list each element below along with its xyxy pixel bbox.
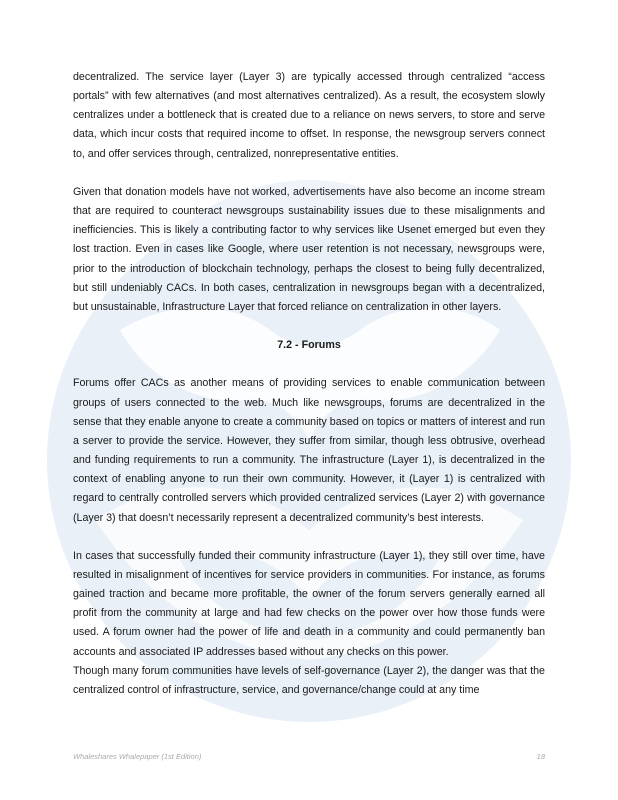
- section-heading: 7.2 - Forums: [277, 339, 341, 352]
- body-content: [73, 68, 545, 700]
- paragraph-5: Though many forum communities have levels of self-governance (Layer 2), the danger was that the centralized control of infrastructure, service, and governance/change could at any time: [73, 664, 545, 696]
- paragraph-1: decentralized. The service layer (Layer 3) are typically accessed through centralized “access portals” with few alternatives (and most alternatives centralized). As a result, the ecosystem slowly centralizes under a bottleneck that is created due to a reliance on news servers, to store and serve data, which incur costs that required income to offset. In response, the newsgroup servers connect to, and offer services through, centralized, nonrepresentative entities.: [73, 71, 545, 160]
- page-footer: [73, 752, 545, 761]
- paragraph-3: Forums offer CACs as another means of providing services to enable communication between groups of users connected to the web. Much like newsgroups, forums are decentralized in the sense that they enable anyone to create a community based on topics or matters of interest and run a server to provide the service. However, they suffer from similar, though less obtrusive, overhead and funding requirements to run a community. The infrastructure (Layer 1), is decentralized in the context of enabling anyone to run their own community. However, it (Layer 1) is centralized with regard to centrally controlled servers which provided centralized services (Layer 2) with governance (Layer 3) that doesn’t necessarily represent a decentralized community’s best interests.: [73, 377, 545, 524]
- paragraph-2: Given that donation models have not worked, advertisements have also become an income stream that are required to counteract newsgroups sustainability issues due to these misalignments and inefficiencies. This is likely a contributing factor to why services like Usenet emerged but even they lost traction. Even in cases like Google, where user retention is not necessary, newsgroups were, prior to the introduction of blockchain technology, perhaps the closest to being fully decentralized, but still undeniably CACs. In both cases, centralization in newsgroups began with a decentralized, but unsustainable, Infrastructure Layer that forced reliance on centralization in other layers.: [73, 185, 545, 313]
- page-number: 18: [536, 752, 545, 761]
- paragraph-4: In cases that successfully funded their community infrastructure (Layer 1), they still over time, have resulted in misalignment of incentives for service providers in communities. For instance, as forums gained traction and became more profitable, the owner of the forum servers generally earned all profit from the community at large and had few checks on the power over how those funds were used. A forum owner had the power of life and death in a community and could permanently ban accounts and associated IP addresses based without any checks on this power.: [73, 549, 545, 658]
- footer-title: Whaleshares Whalepaper (1st Edition): [73, 752, 202, 761]
